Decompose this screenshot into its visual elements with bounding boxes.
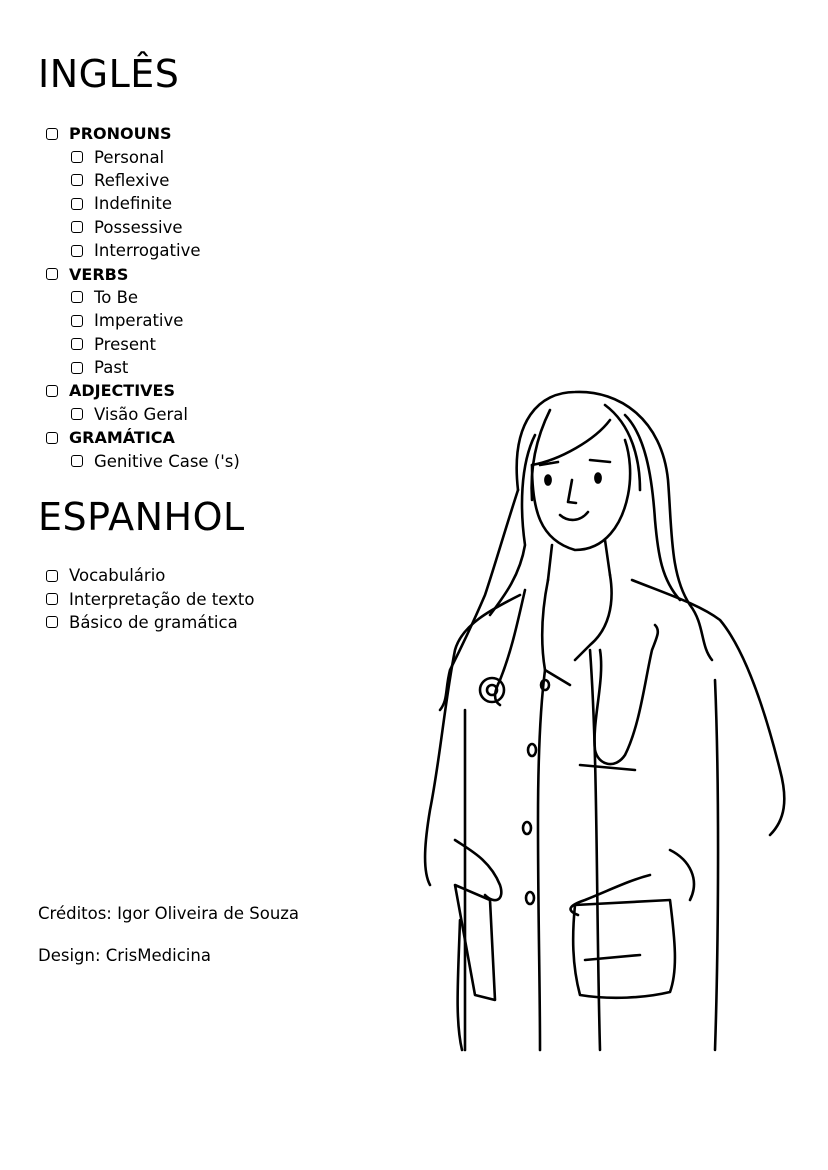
checklist-item-label: Básico de gramática: [69, 612, 238, 632]
coat-left-shoulder: [425, 595, 520, 885]
checklist-item[interactable]: [46, 379, 240, 402]
checklist-item-label: Imperative: [94, 311, 184, 331]
eyebrow-right: [590, 460, 610, 462]
checklist-item[interactable]: [46, 122, 240, 145]
checklist-item-label: PRONOUNS: [69, 124, 172, 144]
checkbox[interactable]: [46, 593, 58, 605]
checklist-item-label: Genitive Case ('s): [94, 451, 240, 471]
checklist-item-label: To Be: [94, 287, 139, 307]
checklist-item[interactable]: [46, 239, 240, 262]
checklist-item[interactable]: [46, 356, 240, 379]
checklist-item[interactable]: [46, 333, 240, 356]
pocket-right: [573, 900, 675, 998]
ingles-checklist: [46, 122, 240, 473]
stethoscope-chestpiece: [480, 678, 504, 702]
checkbox[interactable]: [46, 570, 58, 582]
checkbox[interactable]: [46, 385, 58, 397]
doctor-illustration: [400, 380, 800, 1060]
checklist-item-label: Present: [94, 334, 156, 354]
checklist-item[interactable]: [46, 309, 240, 332]
checkbox[interactable]: [71, 245, 83, 257]
checkbox[interactable]: [46, 268, 58, 280]
nose: [568, 480, 576, 503]
checkbox[interactable]: [71, 338, 83, 350]
eye-right: [595, 474, 600, 483]
credits-author: Créditos: Igor Oliveira de Souza: [38, 904, 300, 923]
checklist-item[interactable]: [46, 564, 254, 587]
title-ingles: INGLÊS: [38, 52, 180, 96]
checkbox[interactable]: [71, 221, 83, 233]
checkbox[interactable]: [71, 315, 83, 327]
mouth: [560, 512, 588, 520]
collar-right: [575, 575, 612, 660]
checklist-item[interactable]: [46, 403, 240, 426]
checklist-item[interactable]: [46, 145, 240, 168]
checklist-item[interactable]: [46, 286, 240, 309]
checkbox[interactable]: [71, 362, 83, 374]
checklist-item-label: Interrogative: [94, 241, 201, 261]
checklist-item-label: Reflexive: [94, 170, 170, 190]
coat-button: [526, 892, 534, 904]
espanhol-checklist: [46, 564, 254, 634]
checkbox[interactable]: [46, 432, 58, 444]
checkbox[interactable]: [71, 151, 83, 163]
checklist-item-label: Indefinite: [94, 194, 173, 214]
checklist-item[interactable]: [46, 262, 240, 285]
title-espanhol: ESPANHOL: [38, 495, 245, 539]
coat-right-shoulder: [632, 580, 784, 835]
checklist-item-label: VERBS: [69, 264, 129, 284]
checklist-item-label: GRAMÁTICA: [69, 428, 175, 448]
face: [532, 440, 630, 550]
checklist-item-label: ADJECTIVES: [69, 381, 175, 401]
checkbox[interactable]: [46, 616, 58, 628]
checkbox[interactable]: [46, 128, 58, 140]
eye-left: [545, 476, 550, 485]
checkbox[interactable]: [71, 198, 83, 210]
checklist-item-label: Personal: [94, 147, 165, 167]
checkbox[interactable]: [71, 455, 83, 467]
checklist-item-label: Past: [94, 358, 129, 378]
hair-outline: [517, 392, 712, 660]
checklist-item-label: Possessive: [94, 217, 183, 237]
stethoscope: [495, 590, 525, 705]
checklist-item-label: Visão Geral: [94, 404, 188, 424]
checklist-item[interactable]: [46, 611, 254, 634]
coat-button: [528, 744, 536, 756]
checkbox[interactable]: [71, 291, 83, 303]
checklist-item[interactable]: [46, 192, 240, 215]
coat-button: [523, 822, 531, 834]
hair-left: [440, 490, 518, 710]
hair-inner-left: [490, 435, 535, 615]
checklist-item[interactable]: [46, 587, 254, 610]
checkbox[interactable]: [71, 408, 83, 420]
checklist-item-label: Interpretação de texto: [69, 589, 255, 609]
credits-design: Design: CrisMedicina: [38, 946, 211, 965]
pocket-left: [455, 885, 495, 1000]
checklist-item-label: Vocabulário: [69, 566, 166, 586]
checklist-item[interactable]: [46, 449, 240, 472]
checklist-item[interactable]: [46, 426, 240, 449]
collar-left: [542, 580, 570, 685]
checklist-item[interactable]: [46, 169, 240, 192]
checkbox[interactable]: [71, 174, 83, 186]
checklist-item[interactable]: [46, 216, 240, 239]
